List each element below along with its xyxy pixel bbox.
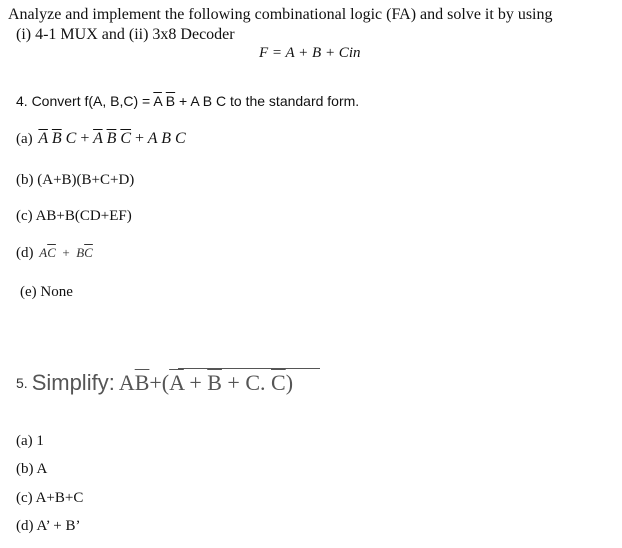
option-label: (c) [16, 490, 33, 506]
option-label: (b) [16, 461, 34, 477]
option-text: A+B+C [35, 490, 84, 506]
problem-heading-line1: Analyze and implement the following combinational logic (FA) and solve it by using [8, 6, 553, 23]
var-a: A [39, 245, 48, 260]
option-label: (b) [16, 172, 34, 188]
question-4-title [16, 93, 359, 109]
full-adder-equation: F = A + B + Cin [259, 45, 361, 61]
option-label: (a) [16, 131, 33, 147]
var-b-bar: $\overline{B}$ [51, 130, 62, 147]
simplify-label: Simplify: [31, 370, 115, 395]
q4-option-d-expression [39, 245, 93, 260]
option-text: None [40, 284, 73, 300]
q5-option-b[interactable] [16, 461, 47, 478]
option-label: (a) [16, 433, 33, 449]
var-a-bar: $\overline{A}$ [169, 370, 184, 395]
q4-option-a-expression [38, 130, 185, 147]
question-5-number: 5. [16, 375, 28, 391]
plus-c-dot: + C. [221, 370, 272, 395]
q4-option-e[interactable] [20, 284, 73, 301]
plus-sign: + [62, 245, 70, 260]
plus-sign: + [80, 130, 90, 147]
q4-option-a[interactable] [16, 130, 186, 148]
option-text: A [36, 461, 48, 477]
question-4-suffix: + A B C to the standard form. [175, 93, 360, 109]
q4-term-a-bar: $\overline{A}$ [153, 93, 162, 109]
q5-complement-bar [178, 368, 320, 369]
option-text: (A+B)(B+C+D) [37, 172, 135, 188]
var-c-bar: $\overline{C}$ [120, 130, 132, 147]
option-label: (d) [16, 518, 34, 534]
var-b-bar: $\overline{B}$ [134, 370, 150, 395]
var-a-bar: $\overline{A}$ [93, 130, 103, 147]
term-abc: A B C [147, 130, 186, 147]
q5-expression [119, 370, 293, 395]
var-a: A [118, 370, 135, 395]
plus-sign: + [183, 370, 208, 395]
q5-option-c[interactable] [16, 490, 83, 507]
var-b-bar: $\overline{B}$ [106, 130, 117, 147]
q4-option-b[interactable] [16, 172, 134, 189]
question-4-prefix: 4. Convert f(A, B,C) = [16, 93, 154, 109]
plus-open-paren: +( [149, 370, 170, 395]
var-c-bar: $\overline{C}$ [84, 245, 93, 260]
question-5-title [16, 370, 293, 400]
problem-heading-line2: (i) 4-1 MUX and (ii) 3x8 Decoder [16, 26, 235, 43]
q4-option-c[interactable] [16, 208, 132, 225]
var-c: C [65, 130, 77, 147]
close-paren: ) [285, 370, 294, 395]
var-c-bar: $\overline{C}$ [271, 370, 286, 395]
var-b-bar: $\overline{B}$ [207, 370, 222, 395]
q5-option-a[interactable] [16, 433, 44, 450]
option-text: A’ + B’ [36, 518, 81, 534]
q5-option-d[interactable] [16, 518, 80, 535]
option-text: AB+B(CD+EF) [35, 208, 132, 224]
option-text: 1 [36, 433, 44, 449]
q4-option-d[interactable] [16, 245, 93, 262]
option-label: (c) [16, 208, 33, 224]
option-label: (d) [16, 245, 34, 261]
plus-sign: + [135, 130, 145, 147]
var-b: B [76, 245, 85, 260]
option-label: (e) [20, 284, 37, 300]
q4-term-b-bar: $\overline{B}$ [165, 93, 176, 109]
var-a-bar: $\overline{A}$ [38, 130, 48, 147]
var-c-bar: $\overline{C}$ [47, 245, 56, 260]
